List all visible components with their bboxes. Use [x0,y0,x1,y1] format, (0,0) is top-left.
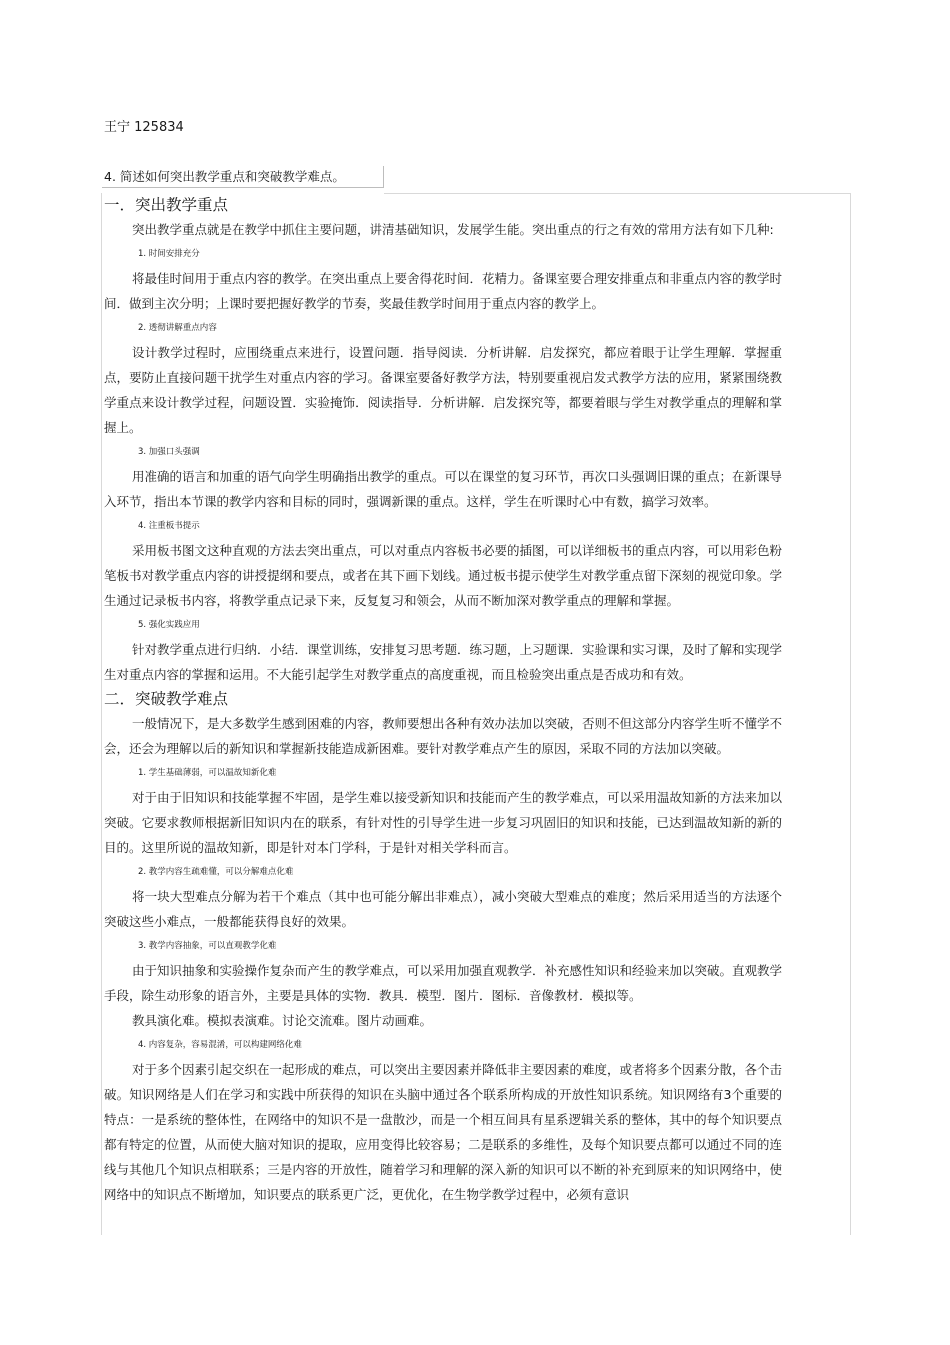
paragraph: 对于多个因素引起交织在一起形成的难点，可以突出主要因素并降低非主要因素的难度，或者将多个因素分散，各个击破。知识网络是人们在学习和实践中所获得的知识在头脑中通过各个联系所构成的开放性知识系统。知识网络有3个重要的特点：一是系统的整体性，在网络中的知识不是一盘散沙，而是一个相互间具有星系逻辑关系的整体，其中的每个知识要点都有特定的位置，从而使大脑对知识的提取，应用变得比较容易；二是联系的多维性，及每个知识要点都可以通过不同的连线与其他几个知识点相联系；三是内容的开放性，随着学习和理解的深入新的知识可以不断的补充到原来的知识网络中，使网络中的知识点不断增加，知识要点的联系更广泛，更优化，在生物学教学过程中，必须有意识 [104,1062,783,1202]
paragraph: 教具演化难。模拟表演难。讨论交流难。图片动画难。 [132,1013,433,1028]
subsection-title: 4. 内容复杂，容易混淆，可以构建网络化难 [138,1040,302,1050]
paragraph: 由于知识抽象和实验操作复杂而产生的教学难点，可以采用加强直观教学．补充感性知识和经验来加以突破。直观教学手段，除生动形象的语言外，主要是具体的实物．教具．模型．图片．图标．音像教材．模拟等。 [104,963,783,1003]
section-heading: 二．突破教学难点 [104,690,229,708]
document-body [104,193,782,1207]
frame-border-right [850,193,851,1235]
subsection-title: 4. 注重板书提示 [138,521,200,531]
paragraph: 用准确的语言和加重的语气向学生明确指出教学的重点。可以在课堂的复习环节，再次口头强调旧课的重点；在新课导入环节，指出本节课的教学内容和目标的同时，强调新课的重点。这样，学生在听课时心中有数，搞学习效率。 [104,469,783,509]
subsection-title: 5. 强化实践应用 [138,620,200,630]
paragraph: 将一块大型难点分解为若干个难点（其中也可能分解出非难点），减小突破大型难点的难度；然后采用适当的方法逐个突破这些小难点，一般都能获得良好的效果。 [104,889,782,929]
subsection-title: 3. 教学内容抽象，可以直观教学化难 [138,941,277,951]
question-box: 4. 简述如何突出教学重点和突破教学难点。 [102,166,384,188]
frame-border-left [101,193,102,1235]
subsection-title: 1. 学生基础薄弱，可以温故知新化难 [138,768,277,778]
paragraph: 采用板书图文这种直观的方法去突出重点，可以对重点内容板书必要的插图，可以详细板书的重点内容，可以用彩色粉笔板书对教学重点内容的讲授提纲和要点，或者在其下画下划线。通过板书提示使学生对教学重点留下深刻的视觉印象。学生通过记录板书内容，将教学重点记录下来，反复复习和领会，从而不断加深对教学重点的理解和掌握。 [104,543,783,608]
subsection-title: 3. 加强口头强调 [138,447,200,457]
paragraph: 针对教学重点进行归纳．小结．课堂训练，安排复习思考题．练习题，上习题课．实验课和实习课，及时了解和实现学生对重点内容的掌握和运用。不大能引起学生对教学重点的高度重视，而且检验突出重点是否成功和有效。 [104,642,783,682]
subsection-title: 2. 教学内容生疏难懂，可以分解难点化难 [138,867,294,877]
subsection-title: 1. 时间安排充分 [138,249,200,259]
paragraph: 对于由于旧知识和技能掌握不牢固，是学生难以接受新知识和技能而产生的教学难点，可以采用温故知新的方法来加以突破。它要求教师根据新旧知识内在的联系，有针对性的引导学生进一步复习巩固旧的知识和技能，已达到温故知新的新的目的。这里所说的温故知新，即是针对本门学科，于是针对相关学科而言。 [104,790,783,855]
paragraph: 将最佳时间用于重点内容的教学。在突出重点上要舍得花时间．花精力。备课室要合理安排重点和非重点内容的教学时间．做到主次分明；上课时要把握好教学的节奏，奖最佳教学时间用于重点内容的教学上。 [104,271,783,311]
author-line: 王宁 125834 [104,120,184,135]
section-intro: 突出教学重点就是在教学中抓住主要问题，讲清基础知识，发展学生能。突出重点的行之有效的常用方法有如下几种: [132,222,774,237]
paragraph: 设计教学过程时，应围绕重点来进行，设置问题．指导阅读．分析讲解．启发探究，都应着眼于让学生理解．掌握重点，要防止直接问题干扰学生对重点内容的学习。备课室要备好教学方法，特别要重视启发式教学方法的应用，紧紧围绕教学重点来设计教学过程，问题设置．实验掩饰．阅读指导．分析讲解．启发探究等，都要着眼与学生对教学重点的理解和掌握上。 [104,345,782,435]
section-heading: 一．突出教学重点 [104,196,229,214]
section-intro: 一般情况下，是大多数学生感到困难的内容，教师要想出各种有效办法加以突破，否则不但这部分内容学生听不懂学不会，还会为理解以后的新知识和掌握新技能造成新困难。要针对教学难点产生的原因，采取不同的方法加以突破。 [104,716,783,756]
subsection-title: 2. 透彻讲解重点内容 [138,323,217,333]
